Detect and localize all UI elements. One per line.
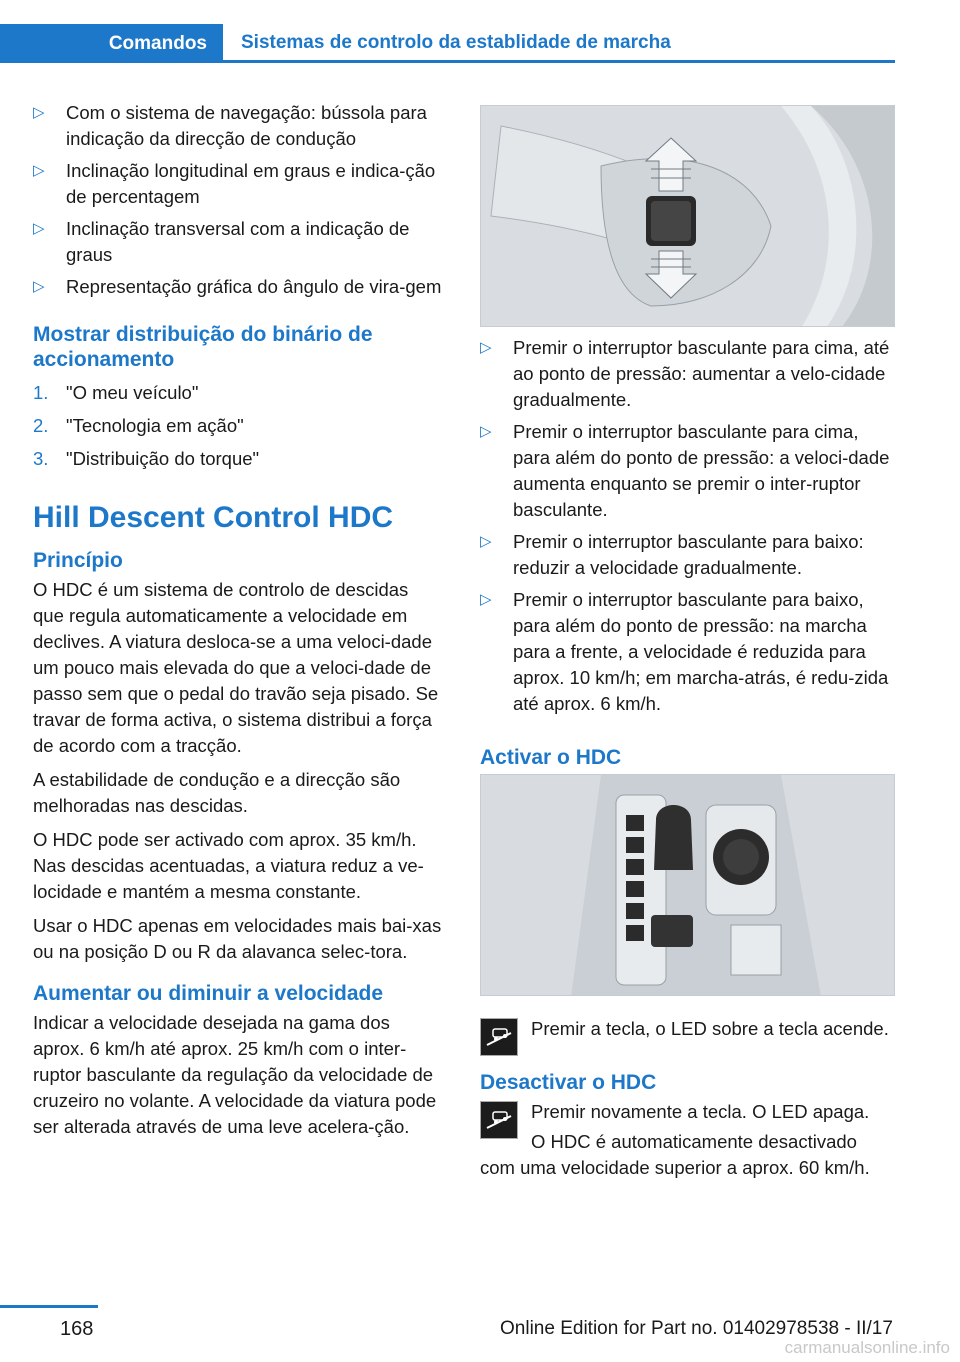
step-item: 1. "O meu veículo": [33, 382, 199, 403]
list-item: ▷ Inclinação transversal com a indicação de graus: [33, 218, 410, 265]
watermark: carmanualsonline.info: [784, 1338, 950, 1357]
triangle-bullet-icon: ▷: [33, 278, 45, 295]
list-item: ▷ Inclinação longitudinal em graus e indica-ção de percentagem: [33, 160, 436, 207]
speed-heading: Aumentar ou diminuir a velocidade: [33, 982, 384, 1005]
paragraph: A estabilidade de condução e a direcção são melhoradas nas descidas.: [33, 769, 401, 816]
paragraph: O HDC é automaticamente desactivado com uma velocidade superior a aprox. 60 km/h.: [480, 1131, 870, 1178]
paragraph: Indicar a velocidade desejada na gama dos aprox. 6 km/h até aprox. 25 km/h com o inter-ruptor basculante da regulação da velocidade de cruzeiro no volante. A velocidade da viatura pode ser alterada através de uma leve acelera-ção.: [33, 1012, 437, 1137]
list-item: ▷ Premir o interruptor basculante para cima, para além do ponto de pressão: a veloci-dade aumenta enquanto se premir o inter-ruptor basculante.: [480, 421, 890, 520]
deactivate-instruction: Premir novamente a tecla. O LED apaga.: [480, 1099, 896, 1125]
center-console-illustration: [480, 774, 895, 996]
triangle-bullet-icon: ▷: [33, 220, 45, 237]
hdc-button-icon: [480, 1018, 518, 1056]
page-number: 168: [60, 1318, 94, 1340]
chapter-title: Sistemas de controlo da establidade de marcha: [241, 31, 671, 53]
triangle-bullet-icon: ▷: [480, 339, 492, 356]
paragraph: Usar o HDC apenas em velocidades mais bai-xas ou na posição D ou R da alavanca selec-tora.: [33, 915, 442, 962]
torque-heading: Mostrar distribuição do binário de accionamento: [33, 323, 373, 371]
triangle-bullet-icon: ▷: [480, 423, 492, 440]
triangle-bullet-icon: ▷: [480, 533, 492, 550]
section-tab: Comandos: [0, 24, 223, 63]
list-item: ▷ Com o sistema de navegação: bússola para indicação da direcção de condução: [33, 102, 427, 149]
right-column: [480, 105, 896, 1189]
left-column: [33, 100, 443, 1148]
list-item: ▷ Premir o interruptor basculante para cima, até ao ponto de pressão: aumentar a velo-cidade gradualmente.: [480, 337, 890, 410]
activate-heading: Activar o HDC: [480, 746, 622, 769]
header-rule: [0, 60, 895, 63]
step-item: 2. "Tecnologia em ação": [33, 415, 244, 436]
steering-wheel-rocker-switch-illustration: [480, 105, 895, 327]
triangle-bullet-icon: ▷: [480, 591, 492, 608]
footer-rule: [0, 1305, 98, 1308]
hdc-button-icon: [480, 1101, 518, 1139]
principle-heading: Princípio: [33, 549, 123, 572]
triangle-bullet-icon: ▷: [33, 104, 45, 121]
triangle-bullet-icon: ▷: [33, 162, 45, 179]
paragraph: O HDC pode ser activado com aprox. 35 km/h. Nas descidas acentuadas, a viatura reduz a ve-locidade e mantém a mesma constante.: [33, 829, 424, 902]
activate-instruction: Premir a tecla, o LED sobre a tecla acende.: [480, 1016, 896, 1042]
list-item: ▷ Premir o interruptor basculante para baixo, para além do ponto de pressão: na marcha para a frente, a velocidade é reduzida para aprox. 10 km/h; em marcha-atrás, é redu-zida até aprox. 6 km/h.: [480, 589, 889, 714]
list-item: ▷ Representação gráfica do ângulo de vira-gem: [33, 274, 443, 300]
section-title: Hill Descent Control HDC: [33, 501, 394, 534]
deactivate-heading: Desactivar o HDC: [480, 1071, 657, 1094]
step-item: 3. "Distribuição do torque": [33, 448, 260, 469]
edition-label: Online Edition for Part no. 01402978538 - II/17: [500, 1318, 893, 1339]
list-item: ▷ Premir o interruptor basculante para baixo: reduzir a velocidade gradualmente.: [480, 531, 864, 578]
paragraph: O HDC é um sistema de controlo de descidas que regula automaticamente a velocidade em declives. A viatura desloca-se a uma veloci-dade um pouco mais elevada do que a veloci-dade de passo sem que o pedal do travão seja pisado. Se travar de forma activa, o sistema distribui a força de acordo com a tracção.: [33, 579, 439, 756]
